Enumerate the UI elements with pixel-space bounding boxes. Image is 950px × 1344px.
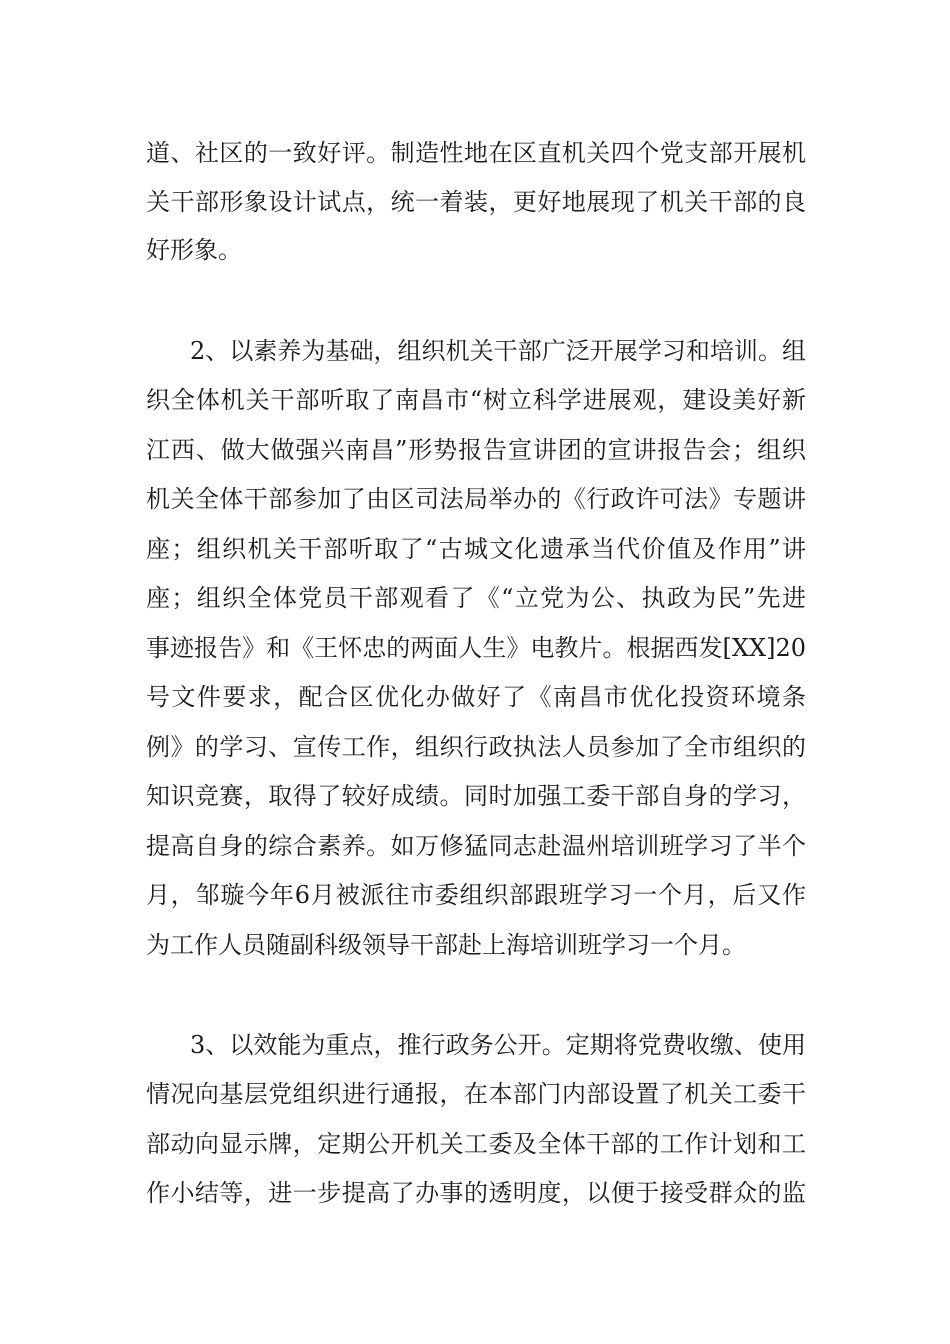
paragraph-2-line-3: [0, 430, 950, 470]
text-line: 座；组织机关干部听取了“古城文化遗承当代价值及作用”讲: [146, 535, 806, 563]
text-line: 为工作人员随副科级领导干部赴上海培训班学习一个月。: [146, 931, 746, 959]
text-line: 好形象。: [146, 236, 242, 264]
text-line: 关干部形象设计试点，统一着装，更好地展现了机关干部的良: [146, 188, 806, 216]
paragraph-1-line-3: [0, 230, 950, 270]
paragraph-2-line-1: [0, 331, 950, 371]
text-line: 道、社区的一致好评。制造性地在区直机关四个党支部开展机: [146, 139, 806, 167]
paragraph-3-line-2: [0, 1074, 950, 1114]
paragraph-2-line-12: [0, 875, 950, 915]
text-line: 情况向基层党组织进行通报，在本部门内部设置了机关工委干: [146, 1080, 806, 1108]
paragraph-2-line-10: [0, 776, 950, 816]
paragraph-2-line-13: [0, 925, 950, 965]
text-line: 江西、做大做强兴南昌”形势报告宣讲团的宣讲报告会；组织: [146, 436, 806, 464]
paragraph-2-line-7: [0, 628, 950, 668]
paragraph-1-line-1: [0, 133, 950, 173]
paragraph-2-line-2: [0, 380, 950, 420]
text-line: 织全体机关干部听取了南昌市“树立科学进展观，建设美好新: [146, 386, 806, 414]
paragraph-2-line-11: [0, 826, 950, 866]
text-line: 3、以效能为重点，推行政务公开。定期将党费收缴、使用: [190, 1031, 806, 1059]
paragraph-3-line-1: [0, 1025, 950, 1065]
text-line: 月，邹璇今年6月被派往市委组织部跟班学习一个月，后又作: [146, 881, 806, 909]
text-line: 部动向显示牌，定期公开机关工委及全体干部的工作计划和工: [146, 1130, 806, 1158]
paragraph-1-line-2: [0, 182, 950, 222]
text-line: 例》的学习、宣传工作，组织行政执法人员参加了全市组织的: [146, 733, 806, 761]
text-line: 事迹报告》和《王怀忠的两面人生》电教片。根据西发[XX]20: [146, 634, 806, 662]
text-line: 机关全体干部参加了由区司法局举办的《行政许可法》专题讲: [146, 485, 806, 513]
paragraph-2-line-9: [0, 727, 950, 767]
text-line: 座；组织全体党员干部观看了《“立党为公、执政为民”先进: [146, 584, 806, 612]
paragraph-2-line-8: [0, 677, 950, 717]
text-line: 知识竞赛，取得了较好成绩。同时加强工委干部自身的学习，: [146, 782, 806, 810]
text-line: 作小结等，进一步提高了办事的透明度，以便于接受群众的监: [146, 1179, 806, 1207]
paragraph-3-line-3: [0, 1124, 950, 1164]
paragraph-2-line-6: [0, 578, 950, 618]
text-line: 提高自身的综合素养。如万修猛同志赴温州培训班学习了半个: [146, 832, 806, 860]
text-line: 号文件要求，配合区优化办做好了《南昌市优化投资环境条: [146, 683, 806, 711]
paragraph-3-line-4: [0, 1173, 950, 1213]
paragraph-2-line-4: [0, 479, 950, 519]
paragraph-2-line-5: [0, 529, 950, 569]
text-line: 2、以素养为基础，组织机关干部广泛开展学习和培训。组: [190, 337, 806, 365]
